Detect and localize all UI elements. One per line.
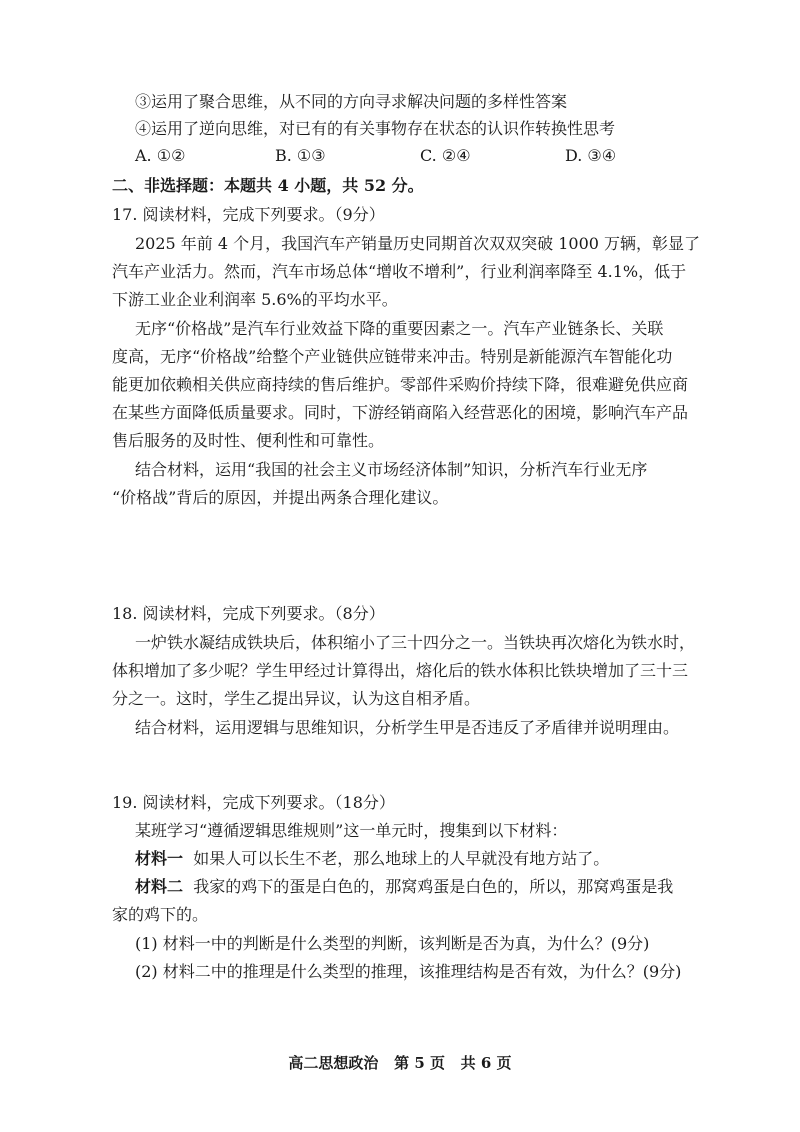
q18-p1-line: 分之一。这时，学生乙提出异议，认为这自相矛盾。 — [112, 689, 481, 708]
q19-material-1 — [135, 848, 609, 870]
material-1-text: 如果人可以长生不老，那么地球上的人早就没有地方站了。 — [193, 849, 610, 868]
q19-material-2-cont: 家的鸡下的。 — [112, 905, 209, 924]
material-1-label: 材料一 — [135, 849, 184, 868]
option-c: C. ②④ — [420, 146, 471, 165]
q17-p2-line: 售后服务的及时性、便利性和可靠性。 — [112, 431, 385, 450]
material-2-label: 材料二 — [135, 877, 184, 896]
q19-material-2 — [135, 876, 673, 898]
q17-p2-line: 度高，无序“价格战”给整个产业链供应链带来冲击。特别是新能源汽车智能化功 — [112, 347, 673, 366]
q19-intro: 某班学习“遵循逻辑思维规则”这一单元时，搜集到以下材料： — [135, 821, 568, 840]
footer-page: 第 5 页 — [394, 1054, 445, 1072]
q17-task-line: “价格战”背后的原因，并提出两条合理化建议。 — [112, 488, 449, 507]
q19-sub-1: (1) 材料一中的判断是什么类型的判断，该判断是否为真，为什么？(9分) — [135, 934, 650, 953]
q17-p2-line: 在某些方面降低质量要求。同时，下游经销商陷入经营恶化的困境，影响汽车产品 — [112, 403, 689, 422]
q16-statement-3: ③运用了聚合思维，从不同的方向寻求解决问题的多样性答案 — [135, 92, 568, 111]
section-heading: 二、非选择题：本题共 4 小题，共 52 分。 — [112, 176, 424, 195]
footer-subject: 高二思想政治 — [288, 1054, 379, 1072]
q19-title: 19. 阅读材料，完成下列要求。（18分） — [112, 793, 395, 812]
q19-sub-2: (2) 材料二中的推理是什么类型的推理，该推理结构是否有效，为什么？(9分) — [135, 962, 682, 981]
q17-p2-line: 无序“价格战”是汽车行业效益下降的重要因素之一。汽车产业链条长、关联 — [135, 319, 664, 338]
q17-p1-line: 2025 年前 4 个月，我国汽车产销量历史同期首次双双突破 1000 万辆，彰显了 — [135, 234, 701, 253]
material-2-text: 我家的鸡下的蛋是白色的，那窝鸡蛋是白色的，所以，那窝鸡蛋是我 — [193, 877, 674, 896]
footer-total: 共 6 页 — [460, 1054, 512, 1072]
q16-statement-4: ④运用了逆向思维，对已有的有关事物存在状态的认识作转换性思考 — [135, 119, 616, 138]
page-footer — [0, 1052, 800, 1073]
option-d: D. ③④ — [565, 146, 617, 165]
q17-title: 17. 阅读材料，完成下列要求。（9分） — [112, 205, 385, 224]
q17-task-line: 结合材料，运用“我国的社会主义市场经济体制”知识，分析汽车行业无序 — [135, 460, 648, 479]
option-a: A. ①② — [135, 146, 186, 165]
q18-p1-line: 体积增加了多少呢？学生甲经过计算得出，熔化后的铁水体积比铁块增加了三十三 — [112, 661, 689, 680]
q17-p1-line: 下游工业企业利润率 5.6%的平均水平。 — [112, 290, 398, 309]
q18-title: 18. 阅读材料，完成下列要求。（8分） — [112, 604, 385, 623]
option-b: B. ①③ — [275, 146, 326, 165]
q17-p1-line: 汽车产业活力。然而，汽车市场总体“增收不增利”，行业利润率降至 4.1%，低于 — [112, 262, 687, 281]
q17-p2-line: 能更加依赖相关供应商持续的售后维护。零部件采购价持续下降，很难避免供应商 — [112, 375, 689, 394]
q18-p1-line: 一炉铁水凝结成铁块后，体积缩小了三十四分之一。当铁块再次熔化为铁水时， — [135, 633, 696, 652]
q18-task: 结合材料，运用逻辑与思维知识，分析学生甲是否违反了矛盾律并说明理由。 — [135, 718, 680, 737]
